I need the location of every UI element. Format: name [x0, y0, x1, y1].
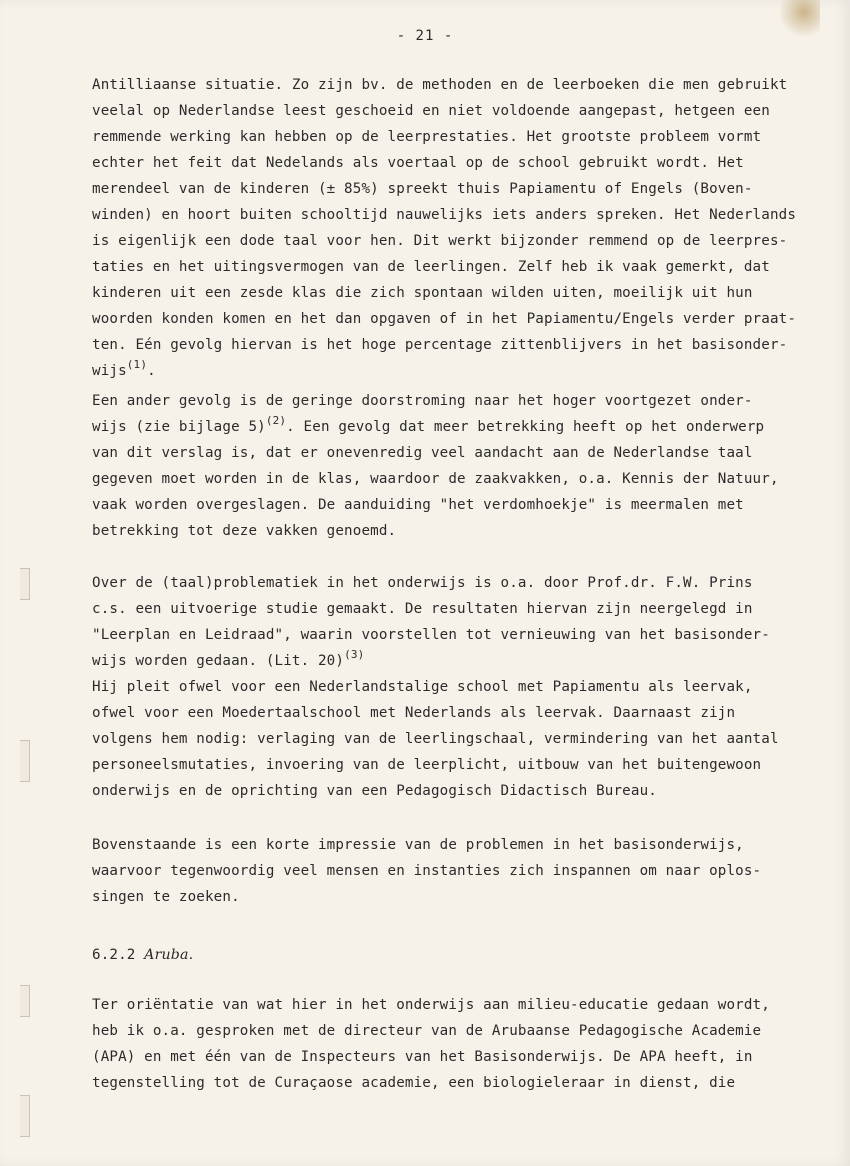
text-line: echter het feit dat Nedelands als voertaal op de school gebruikt wordt. Het	[92, 155, 744, 171]
text-line: Over de (taal)problematiek in het onderwijs is o.a. door Prof.dr. F.W. Prins	[92, 575, 753, 591]
text-line: remmende werking kan hebben op de leerprestaties. Het grootste probleem vormt	[92, 129, 762, 145]
footnote-ref: (3)	[344, 648, 365, 661]
text-line: tegenstelling tot de Curaçaose academie, een biologieleraar in dienst, die	[92, 1075, 736, 1091]
text-line: c.s. een uitvoerige studie gemaakt. De resultaten hiervan zijn neergelegd in	[92, 601, 753, 617]
paragraph-doorstroming	[92, 388, 812, 544]
paragraph-impressie	[92, 832, 812, 910]
text-line: onderwijs en de oprichting van een Pedagogisch Didactisch Bureau.	[92, 783, 657, 799]
binder-hole	[20, 568, 30, 600]
binder-hole	[20, 740, 30, 782]
paragraph-pleit	[92, 674, 812, 804]
text-line: kinderen uit een zesde klas die zich spontaan wilden uiten, moeilijk uit hun	[92, 285, 753, 301]
text-line: ofwel voor een Moedertaalschool met Nederlands als leervak. Daarnaast zijn	[92, 705, 736, 721]
binder-hole	[20, 985, 30, 1017]
paragraph-problematiek	[92, 570, 812, 674]
text-line: singen te zoeken.	[92, 889, 240, 905]
text-line: Hij pleit ofwel voor een Nederlandstalige school met Papiamentu als leervak,	[92, 679, 753, 695]
binder-hole	[20, 1095, 30, 1137]
line-text: . Een gevolg dat meer betrekking heeft op het onderwerp	[286, 419, 765, 435]
text-line: vaak worden overgeslagen. De aanduiding "het verdomhoekje" is meermalen met	[92, 497, 744, 513]
text-line: ten. Eén gevolg hiervan is het hoge percentage zittenblijvers in het basisonder-	[92, 337, 788, 353]
text-line: Ter oriëntatie van wat hier in het onderwijs aan milieu-educatie gedaan wordt,	[92, 997, 770, 1013]
text-line: Bovenstaande is een korte impressie van de problemen in het basisonderwijs,	[92, 837, 744, 853]
text-line	[92, 648, 812, 674]
heading-line	[92, 942, 812, 968]
line-text: .	[147, 363, 156, 379]
text-line: winden) en hoort buiten schooltijd nauwelijks iets anders spreken. Het Nederlands	[92, 207, 797, 223]
section-heading	[92, 942, 812, 968]
text-line: waarvoor tegenwoordig veel mensen en instanties zich inspannen om naar oplos-	[92, 863, 762, 879]
text-line: Antilliaanse situatie. Zo zijn bv. de methoden en de leerboeken die men gebruikt	[92, 77, 788, 93]
text-line: merendeel van de kinderen (± 85%) spreekt thuis Papiamentu of Engels (Boven-	[92, 181, 753, 197]
footnote-ref: (2)	[265, 414, 287, 427]
heading-number: 6.2.2	[92, 947, 136, 963]
text-line: personeelsmutaties, invoering van de leerplicht, uitbouw van het buitengewoon	[92, 757, 762, 773]
heading-title: Aruba.	[144, 947, 194, 963]
page-number: - 21 -	[396, 28, 454, 44]
text-line: Een ander gevolg is de geringe doorstroming naar het hoger voortgezet onder-	[92, 393, 753, 409]
line-text: wijs worden gedaan. (Lit. 20)	[92, 653, 345, 669]
footnote-ref: (1)	[126, 358, 148, 371]
text-line: veelal op Nederlandse leest geschoeid en niet voldoende aangepast, hetgeen een	[92, 103, 770, 119]
text-line: heb ik o.a. gesproken met de directeur van de Arubaanse Pedagogische Academie	[92, 1023, 762, 1039]
paragraph-situatie	[92, 72, 812, 384]
text-line: van dit verslag is, dat er onevenredig veel aandacht aan de Nederlandse taal	[92, 445, 753, 461]
text-line: is eigenlijk een dode taal voor hen. Dit werkt bijzonder remmend op de leerpres-	[92, 233, 788, 249]
line-text: wijs (zie bijlage 5)	[92, 419, 266, 435]
text-line: betrekking tot deze vakken genoemd.	[92, 523, 397, 539]
text-line: (APA) en met één van de Inspecteurs van het Basisonderwijs. De APA heeft, in	[92, 1049, 753, 1065]
text-line: gegeven moet worden in de klas, waardoor de zaakvakken, o.a. Kennis der Natuur,	[92, 471, 779, 487]
text-line	[92, 414, 812, 440]
paragraph-aruba	[92, 992, 812, 1096]
text-line: "Leerplan en Leidraad", waarin voorstellen tot vernieuwing van het basisonder-	[92, 627, 770, 643]
text-line: volgens hem nodig: verlaging van de leerlingschaal, vermindering van het aantal	[92, 731, 779, 747]
text-line: taties en het uitingsvermogen van de leerlingen. Zelf heb ik vaak gemerkt, dat	[92, 259, 770, 275]
text-line: woorden konden komen en het dan opgaven of in het Papiamentu/Engels verder praat-	[92, 311, 797, 327]
text-line	[92, 358, 812, 384]
line-text: wijs	[92, 363, 127, 379]
